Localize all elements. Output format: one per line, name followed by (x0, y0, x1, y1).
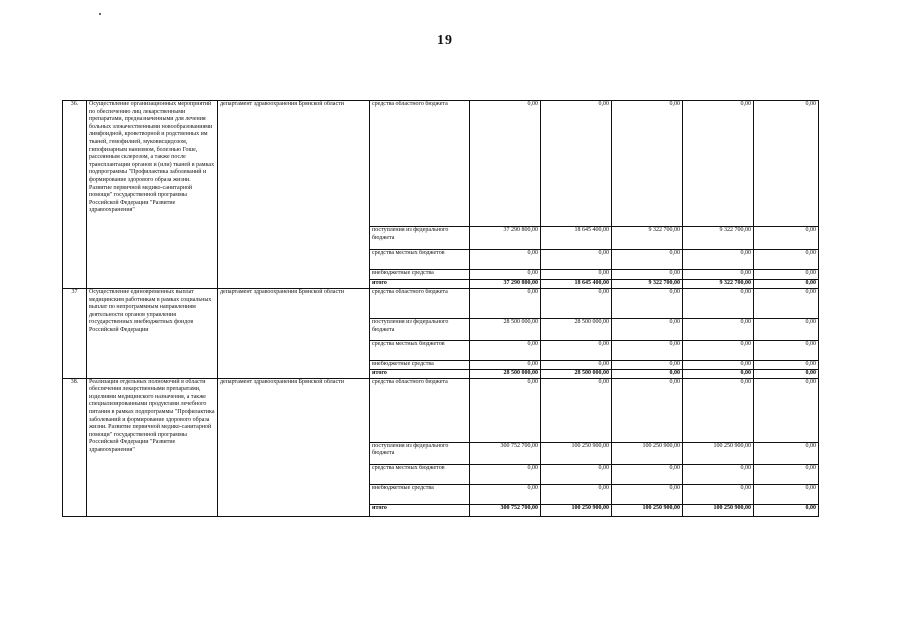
funding-source: средства областного бюджета (370, 101, 470, 227)
funding-source: итого (370, 280, 470, 289)
funding-source: поступления из федерального бюджета (370, 227, 470, 250)
amount-cell: 0,00 (754, 442, 819, 464)
amount-cell: 0,00 (470, 464, 541, 484)
item-number: 38. (63, 378, 87, 516)
page-number: 19 (437, 33, 453, 48)
item-number: 36. (63, 101, 87, 289)
amount-cell: 18 645 400,00 (541, 280, 612, 289)
amount-cell: 0,00 (612, 250, 683, 270)
amount-cell: 0,00 (612, 378, 683, 442)
funding-row (63, 101, 819, 227)
amount-cell: 0,00 (541, 101, 612, 227)
funding-source: средства областного бюджета (370, 289, 470, 319)
funding-row (63, 289, 819, 319)
amount-cell: 0,00 (754, 319, 819, 341)
amount-cell: 0,00 (470, 484, 541, 504)
amount-cell: 300 752 700,00 (470, 504, 541, 516)
item-description: Реализация отдельных полномочий в области обеспечения лекарственными препаратами, изделиями медицинского назначения, а также специализированными продуктами лечебного питания в рамках подпрограммы "Профилактика заболеваний и формирование здорового образа жизни. Развитие первичной медико-санитарной помощи" государственной программы Российской Федерации "Развитие здравоохранения" (87, 378, 218, 516)
amount-cell: 100 250 900,00 (612, 504, 683, 516)
responsible-executor: департамент здравоохранения Брянской области (218, 289, 370, 379)
amount-cell: 0,00 (683, 270, 754, 280)
amount-cell: 0,00 (612, 484, 683, 504)
amount-cell: 0,00 (754, 464, 819, 484)
funding-source: итого (370, 504, 470, 516)
amount-cell: 0,00 (683, 378, 754, 442)
amount-cell: 0,00 (683, 250, 754, 270)
amount-cell: 0,00 (754, 250, 819, 270)
amount-cell: 0,00 (612, 464, 683, 484)
amount-cell: 28 500 000,00 (541, 319, 612, 341)
item-description: Осуществление организационных мероприятий по обеспечению лиц лекарственными препаратами, предназначенными для лечения больных злокачественными новообразованиями лимфоидной, кроветворной и родственных им тканей, гемофилией, муковисцидозом, гипофизарным нанизмом, болезнью Гоше, рассеянным склерозом, а также после трансплантации органов и (или) тканей в рамках подпрограммы "Профилактика заболеваний и формирование здорового образа жизни. Развитие первичной медико-санитарной помощи" государственной программы Российской Федерации "Развитие здравоохранения" (87, 101, 218, 289)
funding-source: поступления из федерального бюджета (370, 319, 470, 341)
item-description: Осуществление единовременных выплат медицинским работникам в рамках социальных выплат по непрограммным направлениям деятельности органов управления государственных внебюджетных фондов Российской Федерации (87, 289, 218, 379)
amount-cell: 0,00 (683, 484, 754, 504)
amount-cell: 0,00 (470, 361, 541, 370)
amount-cell: 0,00 (612, 319, 683, 341)
responsible-executor: департамент здравоохранения Брянской области (218, 101, 370, 289)
amount-cell: 100 250 900,00 (683, 442, 754, 464)
funding-source: средства местных бюджетов (370, 250, 470, 270)
amount-cell: 0,00 (470, 270, 541, 280)
amount-cell: 0,00 (470, 378, 541, 442)
amount-cell: 37 290 800,00 (470, 227, 541, 250)
funding-source: средства местных бюджетов (370, 464, 470, 484)
amount-cell: 0,00 (683, 289, 754, 319)
funding-source: внебюджетные средства (370, 270, 470, 280)
amount-cell: 9 322 700,00 (612, 227, 683, 250)
amount-cell: 100 250 900,00 (541, 442, 612, 464)
amount-cell: 37 290 800,00 (470, 280, 541, 289)
amount-cell: 0,00 (754, 227, 819, 250)
amount-cell: 9 322 700,00 (683, 280, 754, 289)
amount-cell: 0,00 (683, 361, 754, 370)
funding-source: поступления из федерального бюджета (370, 442, 470, 464)
amount-cell: 18 645 400,00 (541, 227, 612, 250)
amount-cell: 0,00 (541, 484, 612, 504)
amount-cell: 0,00 (541, 464, 612, 484)
amount-cell: 0,00 (612, 370, 683, 379)
amount-cell: 0,00 (612, 270, 683, 280)
amount-cell: 0,00 (541, 378, 612, 442)
amount-cell: 100 250 900,00 (683, 504, 754, 516)
amount-cell: 0,00 (541, 250, 612, 270)
funding-source: средства областного бюджета (370, 378, 470, 442)
amount-cell: 0,00 (754, 370, 819, 379)
funding-source: внебюджетные средства (370, 361, 470, 370)
amount-cell: 300 752 700,00 (470, 442, 541, 464)
amount-cell: 0,00 (612, 101, 683, 227)
amount-cell: 28 500 000,00 (541, 370, 612, 379)
amount-cell: 0,00 (612, 361, 683, 370)
amount-cell: 0,00 (683, 464, 754, 484)
amount-cell: 9 322 700,00 (612, 280, 683, 289)
amount-cell: 0,00 (470, 341, 541, 361)
amount-cell: 9 322 700,00 (683, 227, 754, 250)
scan-speck (99, 13, 101, 15)
amount-cell: 0,00 (683, 101, 754, 227)
amount-cell: 0,00 (683, 319, 754, 341)
amount-cell: 0,00 (470, 101, 541, 227)
amount-cell: 0,00 (754, 270, 819, 280)
amount-cell: 0,00 (541, 341, 612, 361)
amount-cell: 100 250 900,00 (612, 442, 683, 464)
budget-table-body (63, 101, 819, 517)
amount-cell: 0,00 (754, 289, 819, 319)
responsible-executor: департамент здравоохранения Брянской области (218, 378, 370, 516)
amount-cell: 0,00 (470, 289, 541, 319)
amount-cell: 0,00 (470, 250, 541, 270)
funding-row (63, 378, 819, 442)
amount-cell: 100 250 900,00 (541, 504, 612, 516)
amount-cell: 0,00 (541, 289, 612, 319)
amount-cell: 0,00 (754, 341, 819, 361)
funding-source: внебюджетные средства (370, 484, 470, 504)
funding-source: средства местных бюджетов (370, 341, 470, 361)
amount-cell: 28 500 000,00 (470, 370, 541, 379)
amount-cell: 0,00 (754, 504, 819, 516)
funding-source: итого (370, 370, 470, 379)
amount-cell: 0,00 (612, 341, 683, 361)
amount-cell: 0,00 (754, 484, 819, 504)
amount-cell: 0,00 (612, 289, 683, 319)
amount-cell: 0,00 (683, 341, 754, 361)
amount-cell: 0,00 (754, 378, 819, 442)
amount-cell: 0,00 (541, 361, 612, 370)
amount-cell: 0,00 (541, 270, 612, 280)
item-number: 37 (63, 289, 87, 379)
amount-cell: 28 500 000,00 (470, 319, 541, 341)
amount-cell: 0,00 (754, 361, 819, 370)
amount-cell: 0,00 (754, 280, 819, 289)
budget-table (62, 100, 819, 517)
amount-cell: 0,00 (683, 370, 754, 379)
amount-cell: 0,00 (754, 101, 819, 227)
